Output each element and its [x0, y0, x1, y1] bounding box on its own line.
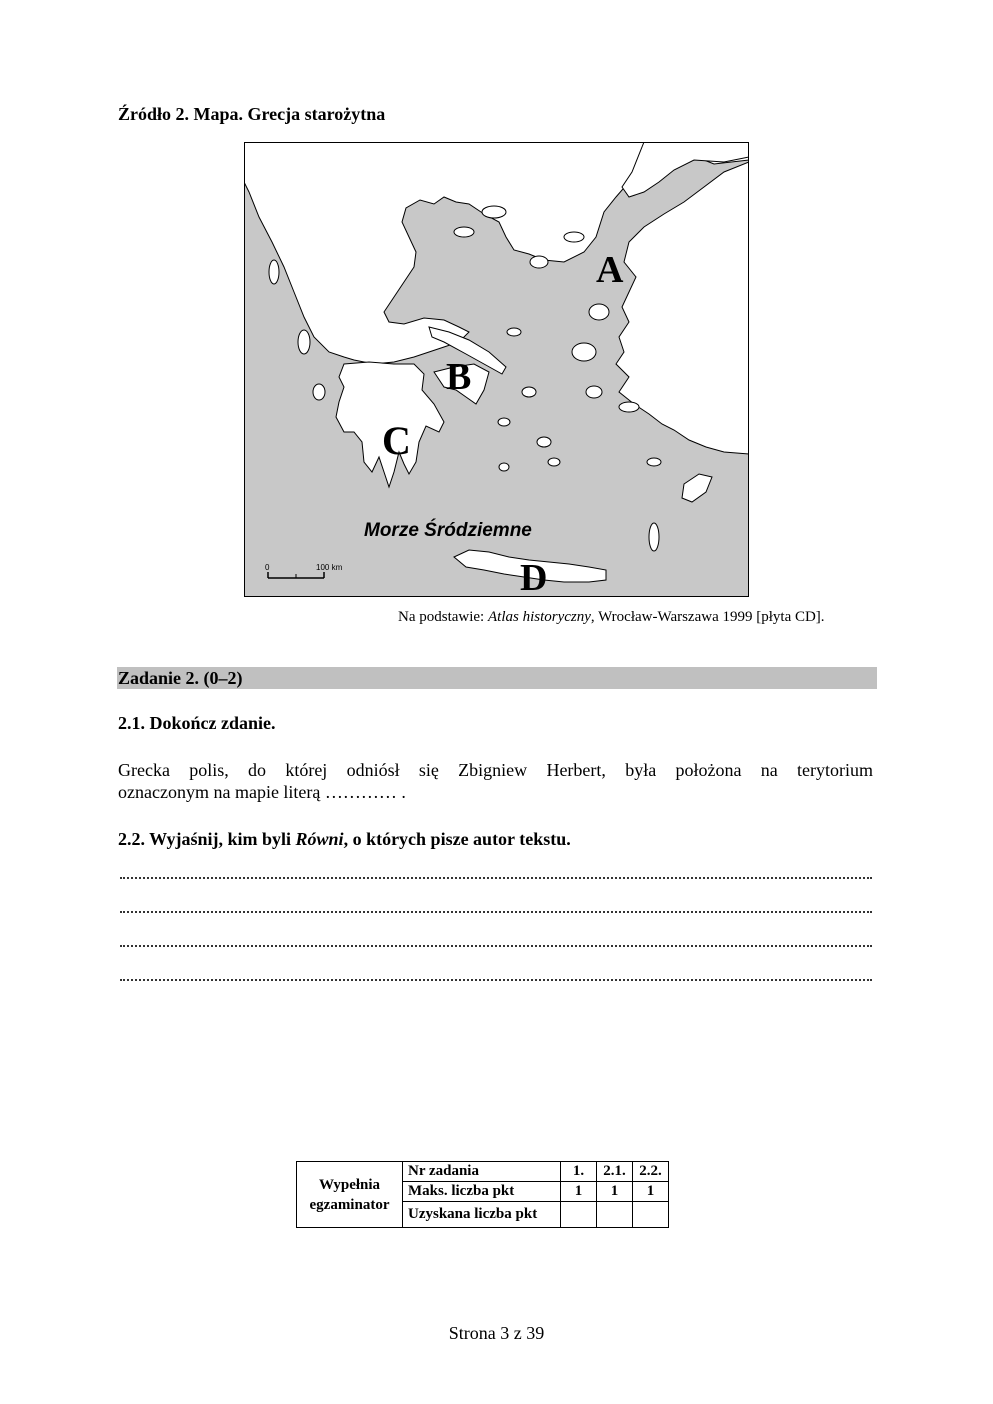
answer-line-1[interactable] [120, 875, 872, 879]
task-header: Zadanie 2. (0–2) [118, 668, 243, 688]
task-number: 1. [561, 1162, 597, 1182]
map-scale-zero: 0 [265, 563, 270, 572]
q2-italic: Równi [295, 829, 344, 849]
score-table-lead [297, 1162, 403, 1228]
max-points: 1 [561, 1182, 597, 1202]
question-2-2-title [118, 829, 571, 850]
max-points: 1 [633, 1182, 669, 1202]
row-label-obtained: Uzyskana liczba pkt [403, 1202, 561, 1228]
obtained-points-cell[interactable] [597, 1202, 633, 1228]
question-2-1-title: 2.1. Dokończ zdanie. [118, 713, 276, 733]
lead-line-1: Wypełnia [318, 1176, 381, 1193]
map-label-c: C [382, 418, 411, 463]
answer-line-4[interactable] [120, 977, 872, 981]
lead-line-2: egzaminator [309, 1196, 390, 1213]
ancient-greece-map [244, 142, 749, 597]
answer-line-3[interactable] [120, 943, 872, 947]
caption-suffix: , Wrocław-Warszawa 1999 [płyta CD]. [590, 609, 825, 625]
task-number: 2.2. [633, 1162, 669, 1182]
task-header-bar [117, 667, 877, 689]
row-label-task: Nr zadania [403, 1162, 561, 1182]
row-label-max: Maks. liczba pkt [403, 1182, 561, 1202]
question-2-1-line-2: oznaczonym na mapie literą ………… . [118, 782, 406, 802]
score-table [296, 1161, 669, 1228]
question-2-1-line-1: Grecka polis, do której odniósł się Zbigniew Herbert, była położona na terytorium [118, 760, 873, 780]
caption-title: Atlas historyczny [487, 609, 591, 625]
obtained-points-cell[interactable] [633, 1202, 669, 1228]
map-sea-label: Morze Śródziemne [364, 520, 532, 541]
page-footer: Strona 3 z 39 [448, 1323, 545, 1343]
q2-prefix: 2.2. Wyjaśnij, kim byli [118, 829, 296, 849]
map-scale-distance: 100 km [316, 563, 343, 572]
map-label-a: A [596, 249, 624, 291]
question-2-1-text [118, 759, 873, 803]
map-label-b: B [446, 356, 472, 398]
obtained-points-cell[interactable] [561, 1202, 597, 1228]
map-label-d: D [520, 557, 548, 597]
source-title: Źródło 2. Mapa. Grecja starożytna [118, 104, 386, 124]
map-caption [398, 609, 825, 626]
answer-line-2[interactable] [120, 909, 872, 913]
task-number: 2.1. [597, 1162, 633, 1182]
max-points: 1 [597, 1182, 633, 1202]
caption-prefix: Na podstawie: [398, 609, 488, 625]
q2-suffix: , o których pisze autor tekstu. [343, 829, 571, 849]
